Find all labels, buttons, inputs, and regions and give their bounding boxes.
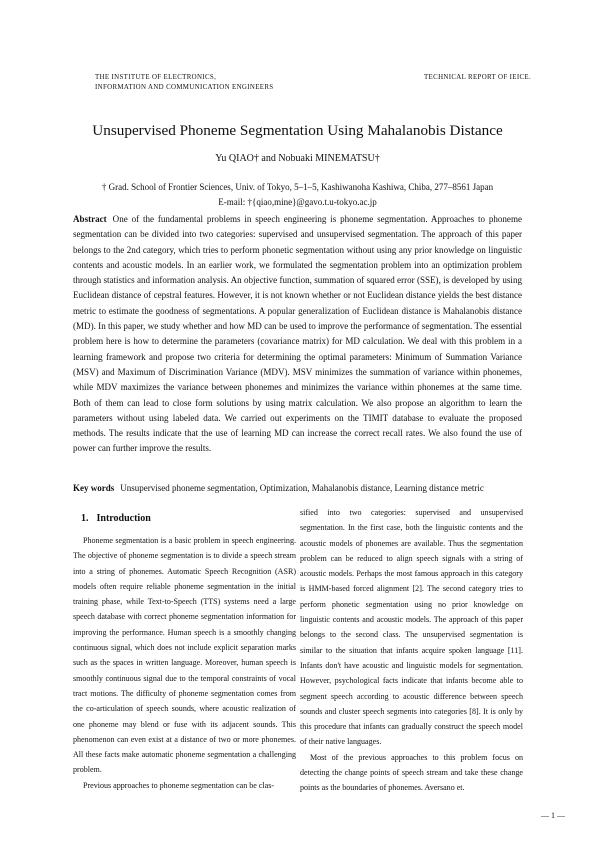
report-header-technical: TECHNICAL REPORT OF IEICE. bbox=[424, 74, 532, 81]
intro-paragraph-1: Phoneme segmentation is a basic problem in speech engineering. The objective of phoneme segmentation is to divide a speech stream into a string of phonemes. Automatic Speech Recognition (ASR) models often require reliable phoneme segmentation in the initial training phase, while Text-to-Speech (TTS) systems need a large speech database with correct phoneme segmentation information for improving the performance. Human speech is a smoothly changing continuous signal, which does not include explicit separation marks such as the spaces in written language. Moreover, human speech is smoothly continuous signal due to the temporal constraints of vocal tract motions. The difficulty of phoneme segmentation comes from the co-articulation of speech sounds, where acoustic realization of one phoneme may blend or fuse with its adjacent sounds. This phenomenon can even exist at a distance of two or more phonemes. All these facts make automatic phoneme segmentation a challenging problem. bbox=[73, 536, 296, 775]
page-number: — 1 — bbox=[541, 811, 565, 820]
paper-authors: Yu QIAO† and Nobuaki MINEMATSU† bbox=[215, 153, 380, 164]
affiliation-email: E-mail: †{qiao,mine}@gavo.t.u-tokyo.ac.jp bbox=[218, 196, 377, 207]
intro-paragraph-3: Most of the previous approaches to this problem focus on detecting the change points of speech stream and take these change points as the boundaries of phonemes. Aversano et. bbox=[300, 752, 523, 793]
section-heading-introduction bbox=[81, 512, 296, 526]
body-column-left bbox=[73, 508, 296, 793]
affiliation-address: † Grad. School of Frontier Sciences, Univ. of Tokyo, 5–1–5, Kashiwanoha Kashiwa, Chiba, 277–8561 Japan bbox=[101, 182, 494, 192]
section-number: 1. bbox=[81, 513, 89, 524]
keywords bbox=[73, 482, 553, 494]
section-title: Introduction bbox=[96, 513, 151, 524]
abstract-text: One of the fundamental problems in speech engineering is phoneme segmentation. Approaches to phoneme segmentation can be divided into two categories: supervised and unsupervised segmentation. The approach of this paper belongs to the 2nd category, which tries to perform phonetic segmentation without using any prior knowledge on linguistic contents and acoustic models. In an earlier work, we formulated the segmentation problem into an optimization problem through statistics and information analysis. An objective function, summation of squared error (SSE), is developed by using Euclidean distance of cepstral features. However, it is not known whether or not Euclidean distance yields the best distance metric to estimate the goodness of segmentations. A popular generalization of Euclidean distance is Mahalanobis distance (MD). In this paper, we study whether and how MD can be used to improve the performance of segmentation. The essential problem here is how to determine the parameters (covariance matrix) for MD calculation. We deal with this problem in a learning framework and propose two criteria for determining the optimal parameters: Minimum of Summation Variance (MSV) and Maximum of Discrimination Variance (MDV). MSV minimizes the summation of variance within phonemes, while MDV maximizes the variance between phonemes and minimizes the variance within phonemes at the same time. Both of them can lead to close form solutions by using matrix calculation. We also propose an algorithm to learn the parameters without using labeled data. We carried out experiments on the TIMIT database to evaluate the proposed methods. The results indicate that the use of learning MD can increase the correct recall rates. We also found the use of power can further improve the results. bbox=[73, 214, 522, 454]
keywords-text: Unsupervised phoneme segmentation, Optimization, Mahalanobis distance, Learning distance metric bbox=[120, 483, 484, 493]
abstract bbox=[73, 212, 522, 457]
affiliation-block bbox=[0, 180, 595, 209]
report-header-institute bbox=[95, 73, 273, 93]
header-institute-line1: THE INSTITUTE OF ELECTRONICS, bbox=[95, 74, 217, 81]
paper-title: Unsupervised Phoneme Segmentation Using Mahalanobis Distance bbox=[92, 122, 503, 139]
header-institute-line2: INFORMATION AND COMMUNICATION ENGINEERS bbox=[95, 84, 274, 91]
abstract-label: Abstract bbox=[73, 214, 107, 224]
keywords-label: Key words bbox=[73, 483, 115, 493]
intro-paragraph-2-continued: sified into two categories: supervised and unsupervised segmentation. In the first case, both the linguistic contents and the acoustic models of phonemes are available. Thus the segmentation problem can be reduced to align speech signals with a string of acoustic models. Perhaps the most famous approach in this category is HMM-based forced alignment [2]. The second category tries to perform phonetic segmentation using no prior knowledge on linguistic contents and acoustic models. The approach of this paper belongs to the second class. The unsupervised segmentation is similar to the situation that infants acquire spoken language [11]. Infants don't have acoustic and linguistic models for segmentation. However, psychological facts indicate that infants become able to segment speech according to acoustic difference between speech sounds and cluster speech segments into categories [8]. It is only by this procedure that infants can gradually construct the speech model of their native languages. bbox=[300, 508, 523, 747]
body-column-right bbox=[300, 505, 523, 796]
intro-paragraph-2: Previous approaches to phoneme segmentation can be clas- bbox=[83, 780, 275, 790]
